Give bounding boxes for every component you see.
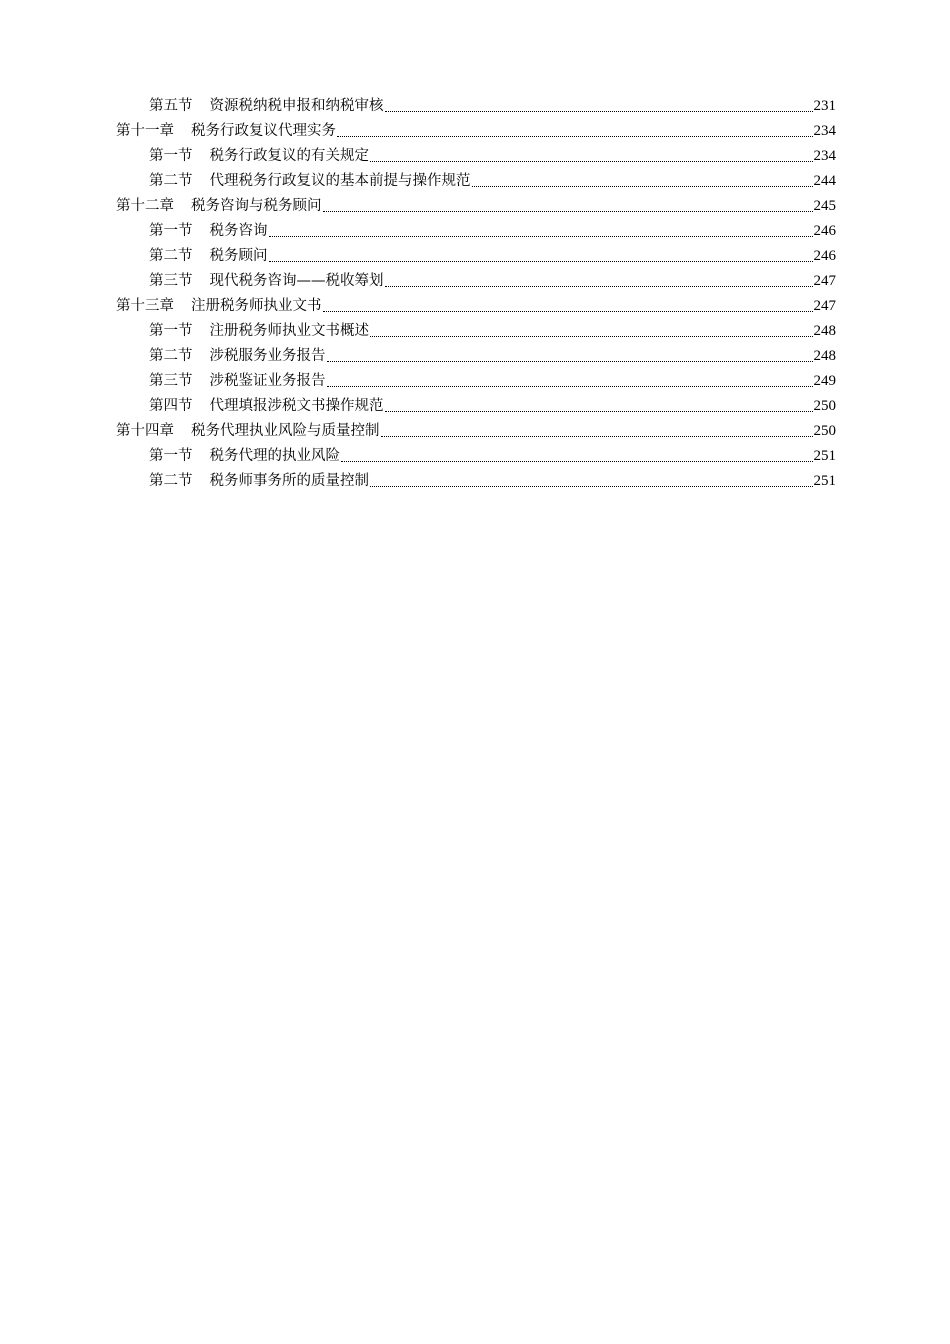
- toc-entry[interactable]: [116, 344, 836, 369]
- toc-entry-page: 248: [813, 323, 836, 339]
- toc-entry-number: 第一节: [149, 448, 193, 464]
- toc-entry-page: 248: [813, 348, 836, 364]
- toc-entry-number: 第一节: [149, 223, 193, 239]
- toc-entry-number: 第十四章: [116, 423, 174, 439]
- toc-entry[interactable]: [116, 94, 836, 119]
- toc-entry-page: 234: [813, 148, 836, 164]
- toc-entry-title: 税务行政复议代理实务: [191, 123, 336, 139]
- toc-entry-number: 第二节: [149, 173, 193, 189]
- toc-entry-title: 税务顾问: [209, 248, 268, 264]
- toc-entry-title: 资源税纳税申报和纳税审核: [209, 98, 384, 114]
- dot-leader: [385, 411, 813, 412]
- dot-leader: [323, 311, 813, 312]
- dot-leader: [370, 486, 813, 487]
- toc-entry-title: 注册税务师执业文书概述: [209, 323, 369, 339]
- toc-entry-number: 第四节: [149, 398, 193, 414]
- toc-entry-page: 251: [813, 473, 836, 489]
- toc-entry[interactable]: [116, 369, 836, 394]
- table-of-contents: [116, 94, 836, 494]
- toc-entry-page: 247: [813, 273, 836, 289]
- toc-entry[interactable]: [116, 119, 836, 144]
- toc-entry[interactable]: [116, 294, 836, 319]
- toc-entry-number: 第五节: [149, 98, 193, 114]
- toc-entry[interactable]: [116, 469, 836, 494]
- toc-entry-number: 第十三章: [116, 298, 174, 314]
- toc-entry[interactable]: [116, 219, 836, 244]
- toc-entry-page: 250: [813, 423, 836, 439]
- dot-leader: [323, 211, 813, 212]
- toc-entry[interactable]: [116, 244, 836, 269]
- toc-entry-title: 代理填报涉税文书操作规范: [209, 398, 384, 414]
- toc-entry[interactable]: [116, 269, 836, 294]
- toc-entry-page: 246: [813, 248, 836, 264]
- toc-entry[interactable]: [116, 169, 836, 194]
- toc-entry-page: 251: [813, 448, 836, 464]
- toc-entry[interactable]: [116, 144, 836, 169]
- toc-entry-number: 第十一章: [116, 123, 174, 139]
- toc-entry[interactable]: [116, 394, 836, 419]
- toc-entry[interactable]: [116, 419, 836, 444]
- dot-leader: [385, 286, 813, 287]
- dot-leader: [341, 461, 813, 462]
- toc-entry-page: 246: [813, 223, 836, 239]
- toc-entry-title: 税务行政复议的有关规定: [209, 148, 369, 164]
- toc-entry-title: 税务代理的执业风险: [209, 448, 340, 464]
- dot-leader: [370, 161, 813, 162]
- dot-leader: [385, 111, 813, 112]
- toc-entry-number: 第三节: [149, 273, 193, 289]
- toc-entry-page: 249: [813, 373, 836, 389]
- toc-entry[interactable]: [116, 444, 836, 469]
- dot-leader: [472, 186, 813, 187]
- toc-entry-page: 247: [813, 298, 836, 314]
- dot-leader: [381, 436, 813, 437]
- toc-entry-title: 税务师事务所的质量控制: [209, 473, 369, 489]
- toc-entry-title: 涉税鉴证业务报告: [209, 373, 326, 389]
- toc-entry-number: 第二节: [149, 248, 193, 264]
- toc-entry-title: 涉税服务业务报告: [209, 348, 326, 364]
- toc-entry-number: 第三节: [149, 373, 193, 389]
- toc-entry-page: 234: [813, 123, 836, 139]
- dot-leader: [327, 361, 813, 362]
- dot-leader: [269, 261, 813, 262]
- dot-leader: [337, 136, 813, 137]
- toc-entry-page: 250: [813, 398, 836, 414]
- toc-entry[interactable]: [116, 319, 836, 344]
- dot-leader: [269, 236, 813, 237]
- toc-entry-number: 第二节: [149, 348, 193, 364]
- toc-entry-page: 231: [813, 98, 836, 114]
- toc-entry-page: 244: [813, 173, 836, 189]
- toc-entry-number: 第一节: [149, 323, 193, 339]
- dot-leader: [327, 386, 813, 387]
- toc-entry-title: 注册税务师执业文书: [191, 298, 322, 314]
- toc-entry[interactable]: [116, 194, 836, 219]
- toc-entry-number: 第一节: [149, 148, 193, 164]
- toc-entry-title: 代理税务行政复议的基本前提与操作规范: [209, 173, 471, 189]
- toc-entry-number: 第二节: [149, 473, 193, 489]
- toc-entry-title: 现代税务咨询——税收筹划: [209, 273, 384, 289]
- toc-entry-number: 第十二章: [116, 198, 174, 214]
- toc-entry-title: 税务咨询: [209, 223, 268, 239]
- toc-entry-page: 245: [813, 198, 836, 214]
- toc-entry-title: 税务咨询与税务顾问: [191, 198, 322, 214]
- toc-entry-title: 税务代理执业风险与质量控制: [191, 423, 380, 439]
- dot-leader: [370, 336, 813, 337]
